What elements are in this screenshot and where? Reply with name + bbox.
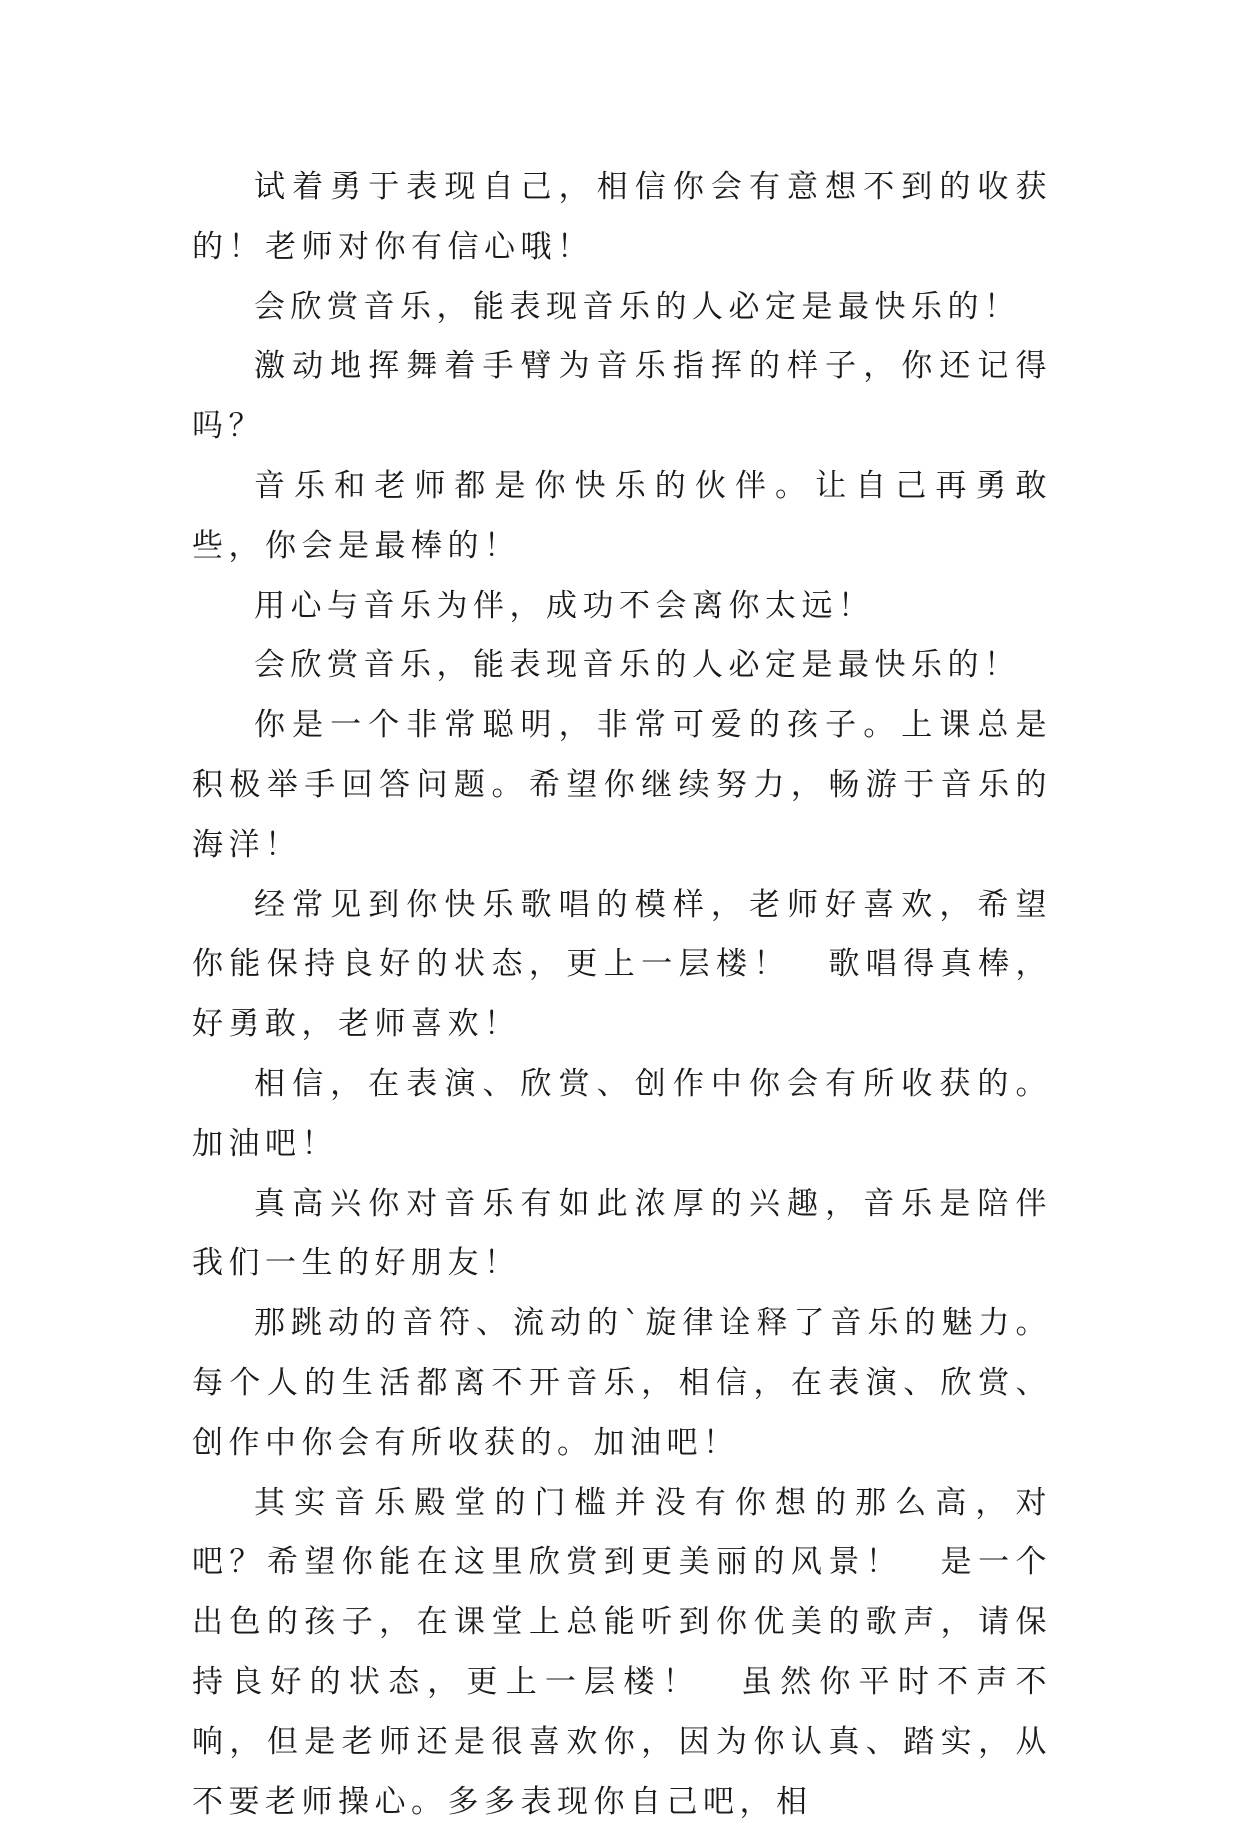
paragraph: 那跳动的音符、流动的`旋律诠释了音乐的魅力。每个人的生活都离不开音乐，相信，在表演、欣赏、创作中你会有所收获的。加油吧！ — [192, 1305, 1052, 1461]
paragraph: 用心与音乐为伴，成功不会离你太远！ — [254, 587, 875, 624]
paragraph: 音乐和老师都是你快乐的伙伴。让自己再勇敢些，你会是最棒的！ — [192, 467, 1052, 564]
document-body — [192, 158, 1052, 1832]
paragraph: 经常见到你快乐歌唱的模样，老师好喜欢，希望你能保持良好的状态，更上一层楼！ 歌唱得真棒，好勇敢，老师喜欢！ — [192, 886, 1052, 1043]
paragraph: 会欣赏音乐，能表现音乐的人必定是最快乐的！ — [254, 647, 1021, 684]
paragraph: 相信，在表演、欣赏、创作中你会有所收获的。加油吧！ — [192, 1065, 1052, 1162]
paragraph: 真高兴你对音乐有如此浓厚的兴趣，音乐是陪伴我们一生的好朋友！ — [192, 1185, 1052, 1282]
paragraph: 激动地挥舞着手臂为音乐指挥的样子，你还记得吗？ — [192, 348, 1052, 445]
paragraph: 会欣赏音乐，能表现音乐的人必定是最快乐的！ — [254, 288, 1021, 325]
paragraph: 其实音乐殿堂的门槛并没有你想的那么高，对吧？希望你能在这里欣赏到更美丽的风景！ 是一个出色的孩子，在课堂上总能听到你优美的歌声，请保持良好的状态，更上一层楼！ 虽然你平时不声不响，但是老师还是很喜欢你，因为你认真、踏实，从不要老师操心。多多表现你自己吧，相 — [192, 1484, 1052, 1820]
paragraph: 你是一个非常聪明，非常可爱的孩子。上课总是积极举手回答问题。希望你继续努力，畅游于音乐的海洋！ — [192, 707, 1052, 863]
paragraph: 试着勇于表现自己，相信你会有意想不到的收获的！老师对你有信心哦！ — [192, 169, 1052, 265]
